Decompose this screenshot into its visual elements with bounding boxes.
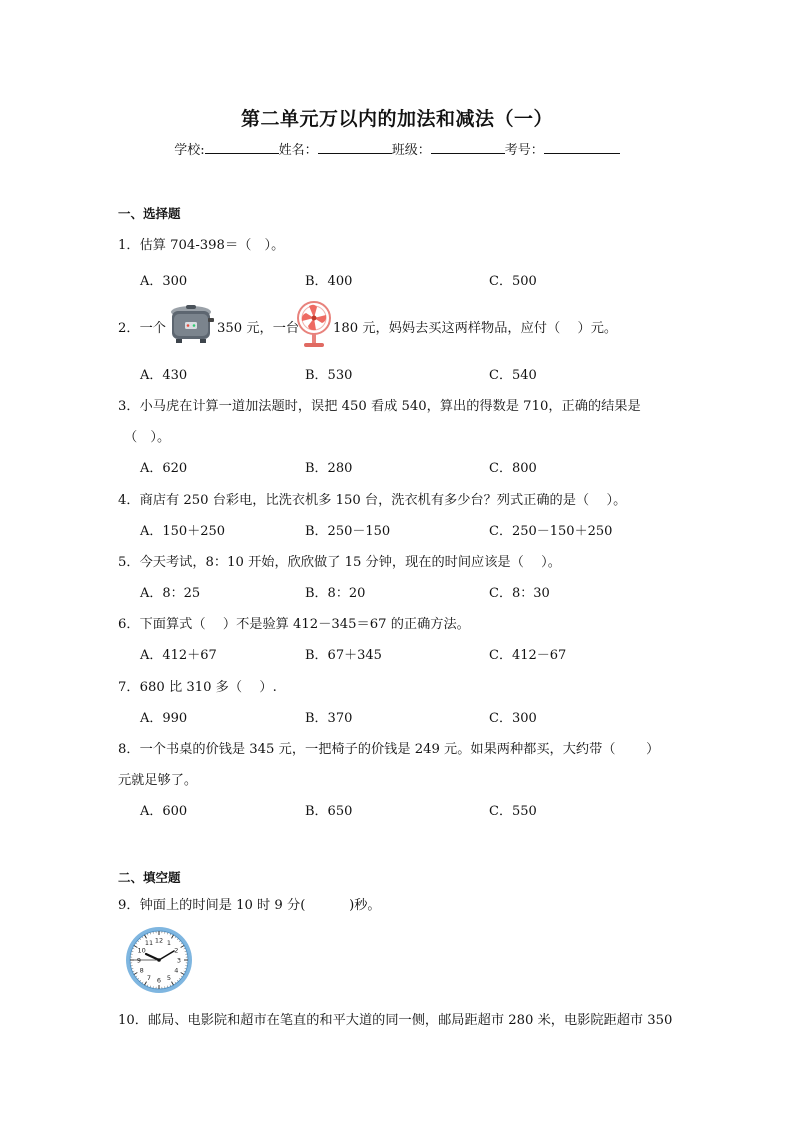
- question-2-part-a: 2．一个: [118, 321, 166, 336]
- question-10: 10．邮局、电影院和超市在笔直的和平大道的同一侧，邮局距超市 280 米，电影院距超市 350: [118, 1013, 673, 1028]
- question-4: 4．商店有 250 台彩电，比洗衣机多 150 台，洗衣机有多少台？列式正确的是（ ）。: [118, 493, 627, 508]
- option-4c[interactable]: C．250－150＋250: [489, 524, 613, 539]
- option-5a[interactable]: A．8：25: [140, 586, 201, 601]
- class-label: 班级：: [391, 143, 431, 158]
- school-label: 学校:: [174, 143, 205, 158]
- clock-number: 1: [166, 939, 172, 948]
- option-1a[interactable]: A．300: [140, 274, 188, 289]
- section-heading-choice: 一、选择题: [118, 206, 181, 221]
- question-8-line-2: 元就足够了。: [118, 773, 198, 788]
- question-7: 7．680 比 310 多（ ）.: [118, 680, 277, 695]
- option-5b[interactable]: B．8：20: [305, 586, 366, 601]
- question-2-part-b: 350 元，一台: [217, 321, 300, 336]
- option-6b[interactable]: B．67＋345: [305, 648, 382, 663]
- question-3-line-2: （ ）。: [124, 430, 171, 445]
- option-8a[interactable]: A．600: [140, 804, 188, 819]
- question-6: 6．下面算式（ ）不是验算 412－345＝67 的正确方法。: [118, 617, 470, 632]
- option-3a[interactable]: A．620: [140, 461, 188, 476]
- option-1b[interactable]: B．400: [305, 274, 353, 289]
- class-blank[interactable]: [431, 141, 505, 154]
- option-7a[interactable]: A．990: [140, 711, 188, 726]
- option-7b[interactable]: B．370: [305, 711, 353, 726]
- clock-icon: [124, 924, 194, 996]
- name-label: 姓名：: [278, 143, 318, 158]
- question-5: 5．今天考试，8：10 开始，欣欣做了 15 分钟，现在的时间应该是（ ）。: [118, 555, 561, 570]
- option-2a[interactable]: A．430: [140, 368, 188, 383]
- option-6a[interactable]: A．412＋67: [140, 648, 217, 663]
- number-label: 考号：: [504, 143, 544, 158]
- option-8b[interactable]: B．650: [305, 804, 353, 819]
- clock-number: 4: [174, 966, 179, 975]
- clock-number: 9: [136, 956, 142, 965]
- option-2c[interactable]: C．540: [489, 368, 537, 383]
- option-6c[interactable]: C．412－67: [489, 648, 567, 663]
- question-2-part-c: 180 元，妈妈去买这两样物品，应付（ ）元。: [333, 321, 618, 336]
- section-heading-fill: 二、填空题: [118, 870, 181, 885]
- clock-number: 2: [174, 946, 179, 955]
- question-1: 1．估算 704-398＝（ ）。: [118, 238, 285, 253]
- name-blank[interactable]: [318, 141, 392, 154]
- option-5c[interactable]: C．8：30: [489, 586, 550, 601]
- option-2b[interactable]: B．530: [305, 368, 353, 383]
- number-blank[interactable]: [544, 141, 620, 154]
- clock-number: 10: [137, 946, 146, 955]
- option-4b[interactable]: B．250－150: [305, 524, 391, 539]
- clock-number: 6: [156, 976, 162, 985]
- page-title: 第二单元万以内的加法和减法（一）: [240, 108, 553, 130]
- rice-cooker-icon: [166, 302, 216, 346]
- clock-number: 3: [176, 956, 182, 965]
- option-7c[interactable]: C．300: [489, 711, 537, 726]
- option-3b[interactable]: B．280: [305, 461, 353, 476]
- student-info-line: [0, 139, 794, 158]
- electric-fan-icon: [296, 300, 332, 350]
- option-8c[interactable]: C．550: [489, 804, 537, 819]
- option-3c[interactable]: C．800: [489, 461, 537, 476]
- school-blank[interactable]: [205, 141, 279, 154]
- clock-number: 8: [139, 966, 144, 975]
- clock-number: 7: [146, 973, 152, 982]
- question-9: 9．钟面上的时间是 10 时 9 分( )秒。: [118, 898, 381, 913]
- clock-number: 11: [144, 939, 154, 948]
- question-8-line-1: 8．一个书桌的价钱是 345 元，一把椅子的价钱是 249 元。如果两种都买，大约带（ ）: [118, 742, 660, 757]
- option-4a[interactable]: A．150＋250: [140, 524, 226, 539]
- question-3-line-1: 3．小马虎在计算一道加法题时，误把 450 看成 540，算出的得数是 710，正确的结果是: [118, 399, 641, 414]
- clock-number: 5: [166, 973, 172, 982]
- option-1c[interactable]: C．500: [489, 274, 537, 289]
- clock-number: 12: [154, 936, 164, 945]
